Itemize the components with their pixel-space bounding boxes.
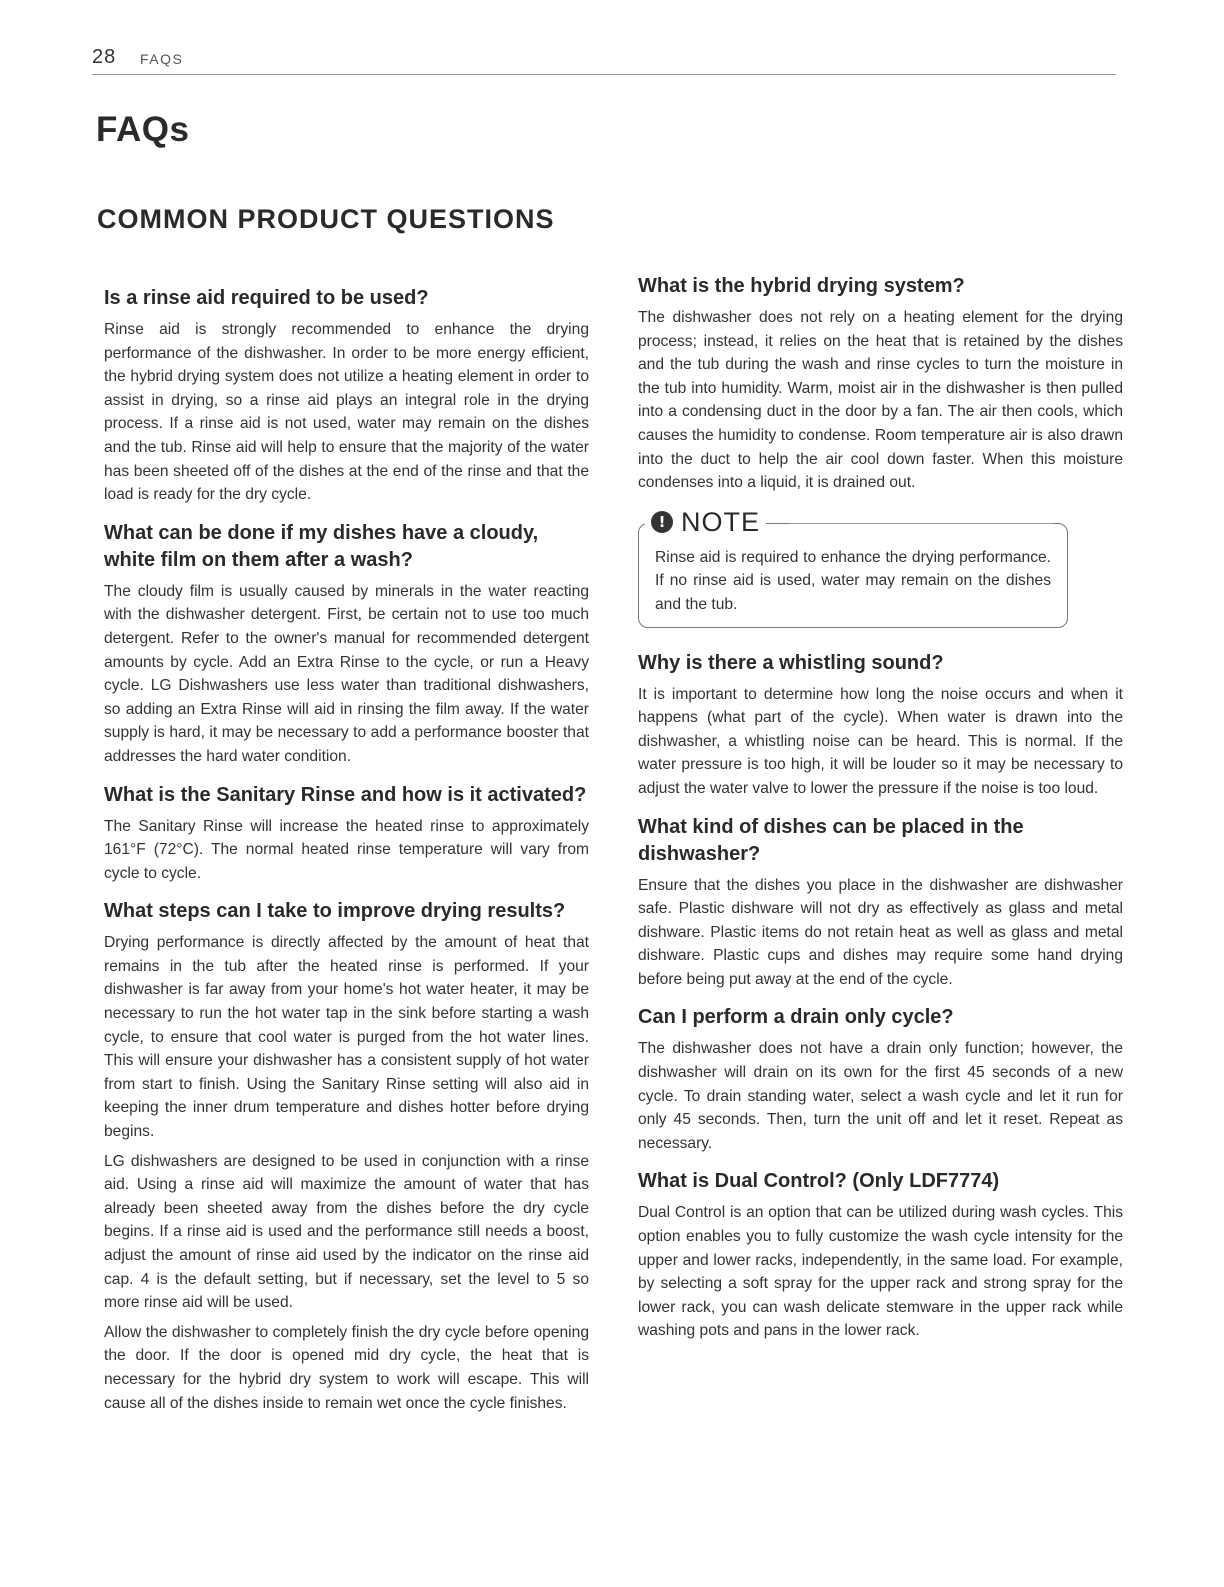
faq-answer: Rinse aid is strongly recommended to enhance the drying performance of the dishwasher. In order to be more energy efficient, the hybrid drying system does not utilize a heating element in order to assist in drying, so a rinse aid plays an integral role in the drying process. If a rinse aid is not used, water may remain on the dishes and the tub. Rinse aid will help to ensure that the majority of the water has been sheeted off of the dishes at the end of the rinse and that the load is ready for the dry cycle. (104, 321, 589, 504)
faq-question: Why is there a whistling sound? (638, 651, 944, 674)
faq-answer: Ensure that the dishes you place in the dishwasher are dishwasher safe. Plastic dishware will not dry as effectively as glass and metal dishware. Plastic items do not retain heat as well as glass and metal dishware. Plastic cups and dishes may require some hand drying before being put away at the end of the cycle. (638, 876, 1123, 988)
faq-answer: It is important to determine how long the noise occurs and when it happens (what part of the cycle). When water is drawn into the dishwasher, a whistling noise can be heard. This is normal. If the water pressure is too high, it will be louder so it may be necessary to adjust the water valve to lower the pressure if the noise is too loud. (638, 685, 1123, 797)
note-text: Rinse aid is required to enhance the drying performance. If no rinse aid is used, water may remain on the dishes and the tub. (655, 548, 1051, 613)
note-header (645, 507, 766, 537)
left-column (104, 285, 589, 1428)
note-divider (789, 523, 1053, 524)
faq-item (104, 285, 589, 507)
faq-question: What can be done if my dishes have a cloudy, white film on them after a wash? (104, 521, 539, 571)
faq-question: What is the hybrid drying system? (638, 275, 965, 297)
faq-answer: The dishwasher does not have a drain only function; however, the dishwasher will drain on its own for the first 45 seconds of a new cycle. To drain standing water, select a wash cycle and let it run for only 45 seconds. Then, turn the unit off and let it reset. Repeat as necessary. (638, 1040, 1123, 1152)
faq-item (638, 650, 1123, 801)
page-title: FAQs (96, 110, 190, 149)
faq-answer: Dual Control is an option that can be utilized during wash cycles. This option enables you to fully customize the wash cycle intensity for the upper and lower racks, independently, in the same load. For example, by selecting a soft spray for the upper rack and strong spray for the lower rack, you can wash delicate stemware in the upper rack while washing pots and pans in the lower rack. (638, 1204, 1123, 1340)
warning-icon: ! (651, 511, 673, 533)
faq-question: What is Dual Control? (Only LDF7774) (638, 1170, 1000, 1193)
faq-question: What is the Sanitary Rinse and how is it activated? (104, 783, 587, 806)
page-number: 28 (92, 46, 117, 68)
faq-answer: Drying performance is directly affected by the amount of heat that remains in the tub after the heated rinse is performed. If your dishwasher is far away from your home's hot water heater, it may be necessary to run the hot water tap in the sink before starting a wash cycle, to ensure that cool water is purged from the hot water lines. This will ensure your dishwasher has a consistent supply of hot water from start to finish. Using the Sanitary Rinse setting will also aid in keeping the inner drum temperature and dishes hotter before drying begins. (104, 934, 589, 1141)
faq-item (638, 1168, 1123, 1343)
faq-item (104, 782, 589, 886)
faq-item (638, 273, 1123, 495)
running-header (92, 46, 1116, 75)
faq-question: Can I perform a drain only cycle? (638, 1006, 954, 1029)
faq-question: Is a rinse aid required to be used? (104, 287, 429, 309)
faq-item (104, 898, 589, 1415)
faq-answer: The Sanitary Rinse will increase the heated rinse to approximately 161°F (72°C). The normal heated rinse temperature will vary from cycle to cycle. (104, 817, 589, 882)
faq-item (104, 520, 589, 769)
faq-answer: The dishwasher does not rely on a heating element for the drying process; instead, it relies on the heat that is retained by the dishes and the tub during the wash and rinse cycles to turn the moisture in the tub into humidity. Warm, moist air in the dishwasher is then pulled into a condensing duct in the door by a fan. The air then cools, which causes the humidity to condense. Room temperature air is also drawn into the duct to help the air cool down faster. When this moisture condenses into a liquid, it is drained out. (638, 309, 1123, 492)
section-title: COMMON PRODUCT QUESTIONS (97, 204, 555, 234)
right-column (638, 273, 1123, 1356)
faq-answer: The cloudy film is usually caused by minerals in the water reacting with the dishwasher detergent. First, be certain not to use too much detergent. Refer to the owner's manual for recommended detergent amounts by cycle. Add an Extra Rinse to the cycle, or run a Heavy cycle. LG Dishwashers use less water than traditional dishwashers, so adding an Extra Rinse will aid in rinsing the film away. If the water supply is hard, it may be necessary to add a performance booster that addresses the hard water condition. (104, 582, 589, 765)
faq-answer: Allow the dishwasher to completely finish the dry cycle before opening the door. If the door is opened mid dry cycle, the heat that is necessary for the hybrid dry system to work will escape. This will cause all of the dishes inside to remain wet once the cycle finishes. (104, 1323, 589, 1412)
header-section-label: FAQS (140, 51, 184, 67)
note-label: NOTE (681, 506, 761, 537)
faq-item (638, 814, 1123, 992)
faq-answer: LG dishwashers are designed to be used in conjunction with a rinse aid. Using a rinse aid will maximize the amount of water that has already been sheeted away from the dishes before the dry cycle begins. If a rinse aid is used and the performance still needs a boost, adjust the amount of rinse aid used by the indicator on the rinse aid cap. 4 is the default setting, but if necessary, set the level to 5 so more rinse aid will be used. (104, 1152, 589, 1312)
faq-question: What steps can I take to improve drying results? (104, 900, 566, 923)
faq-question: What kind of dishes can be placed in the dishwasher? (638, 815, 1024, 865)
note-box (638, 506, 1068, 628)
faq-item (638, 1004, 1123, 1155)
